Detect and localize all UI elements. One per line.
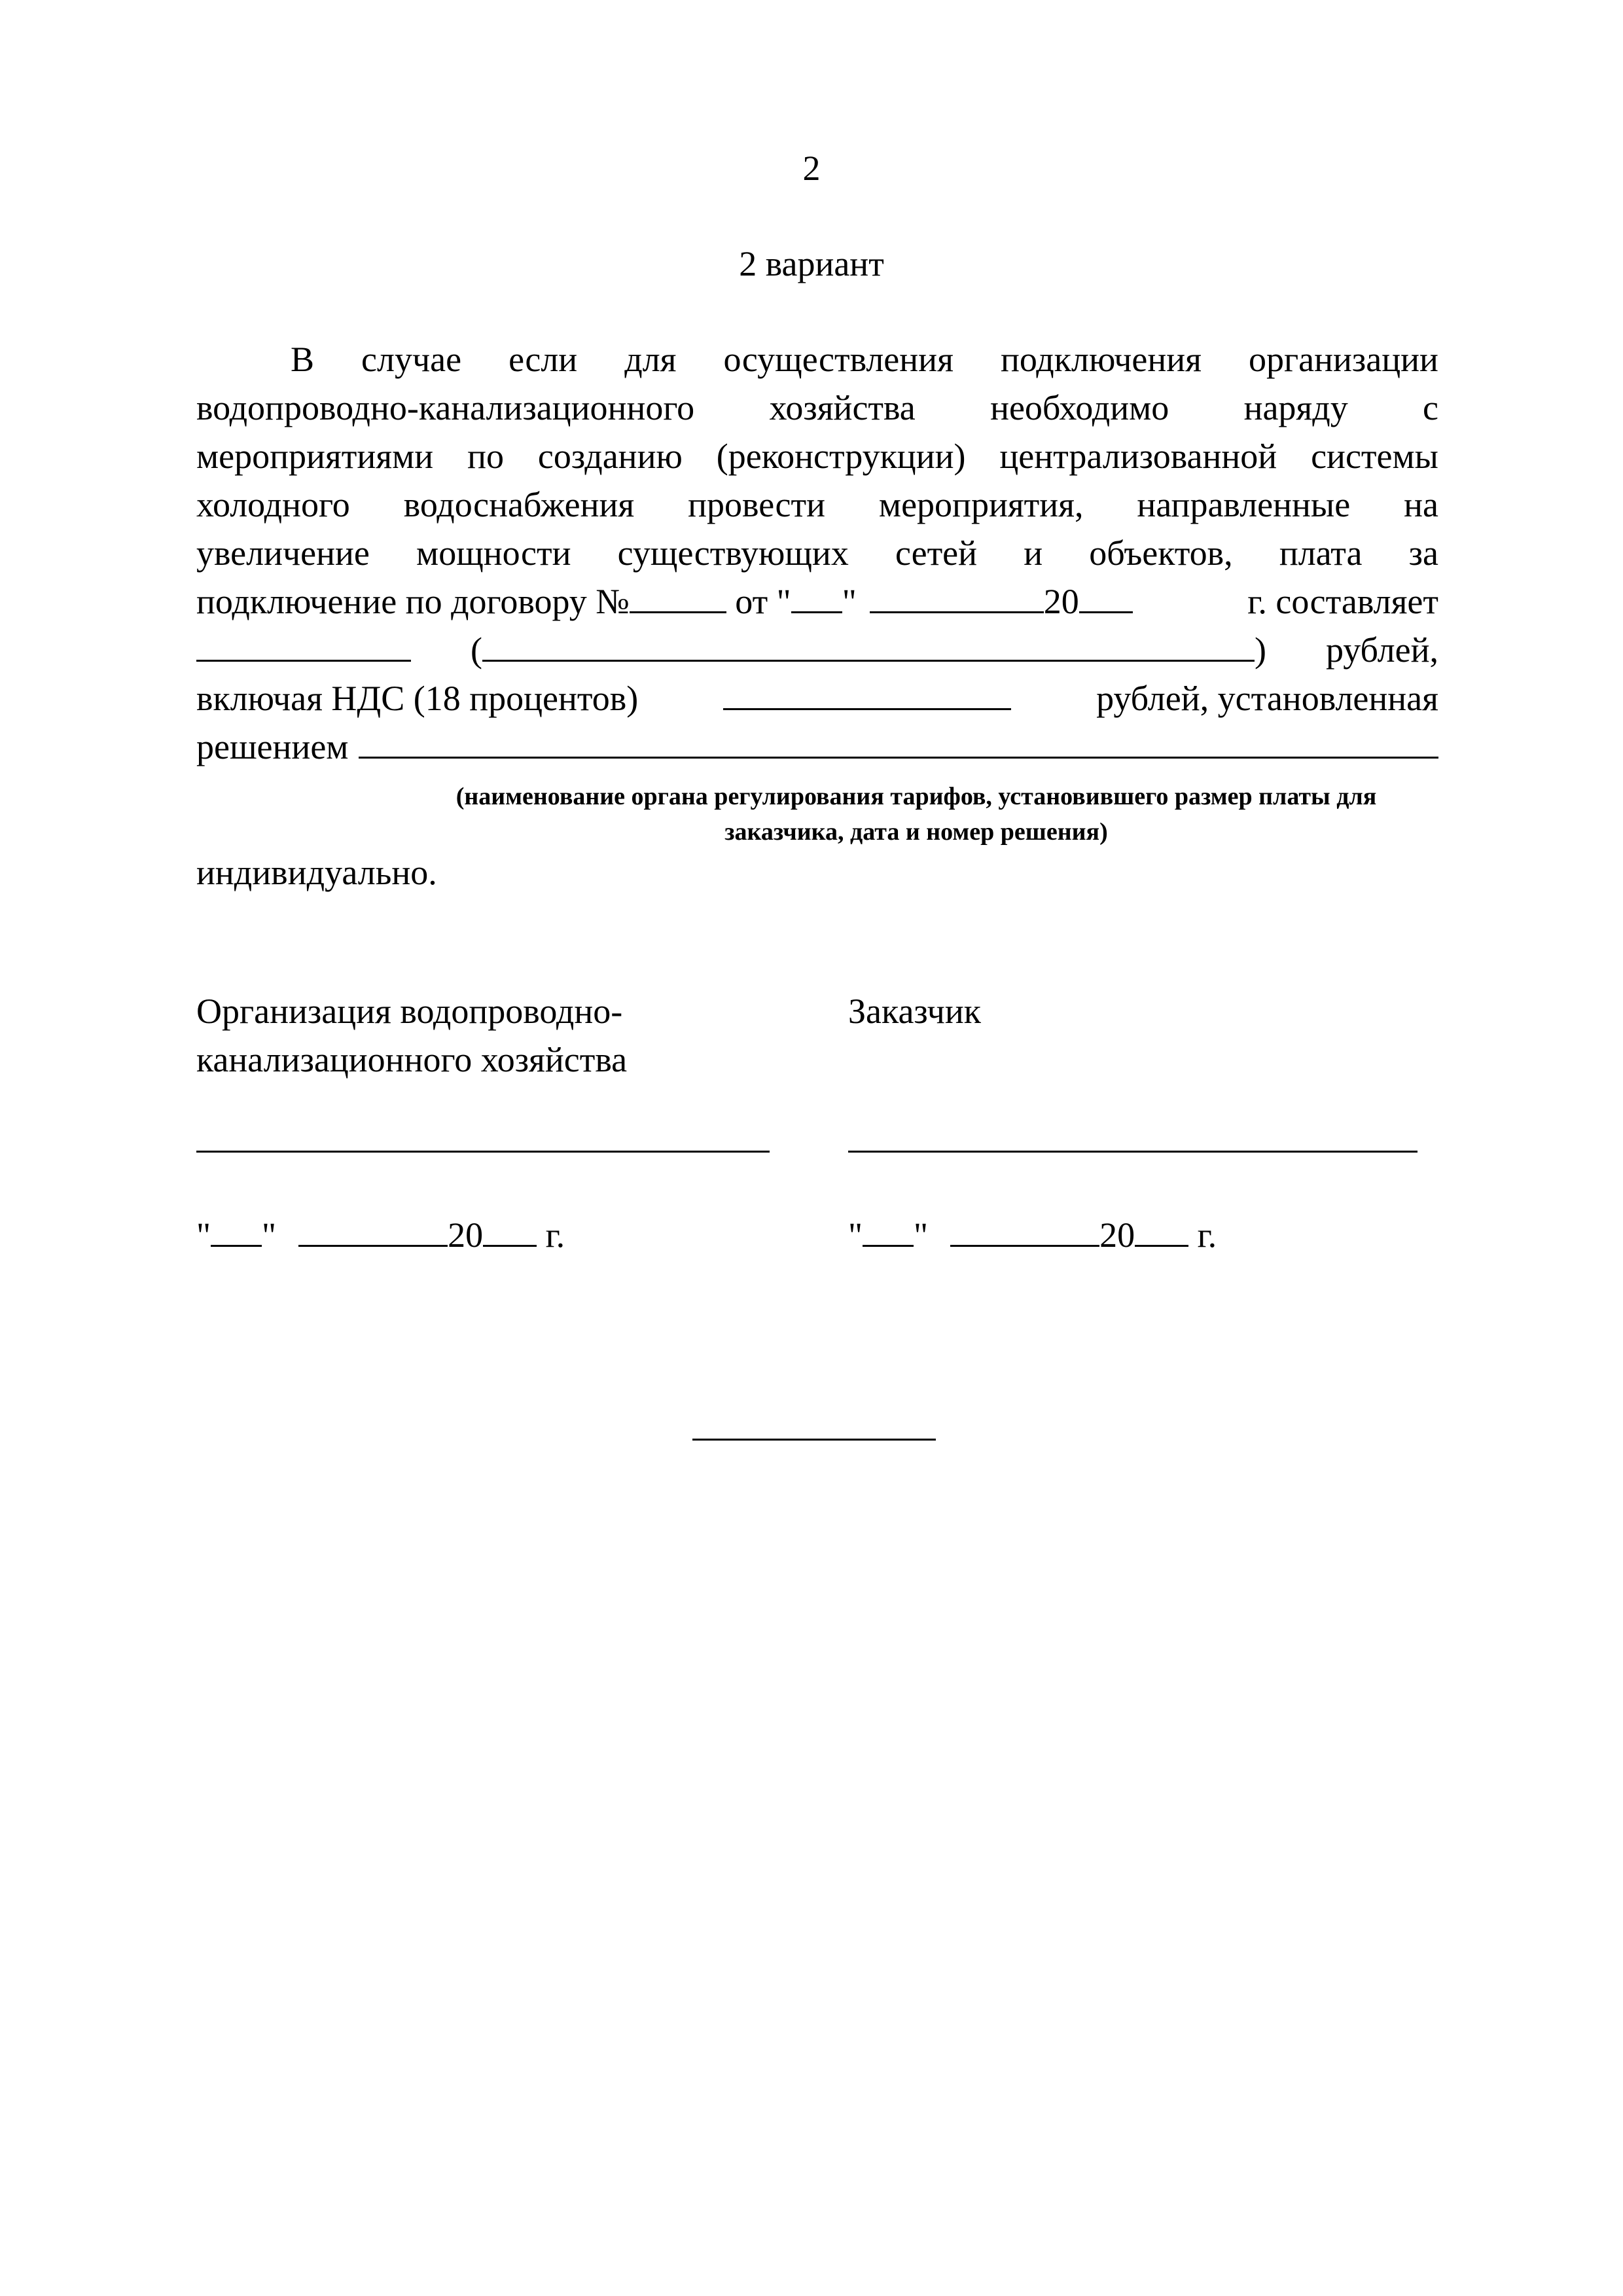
paragraph-line-1 (196, 335, 1438, 384)
text-segment: ) (1254, 630, 1266, 670)
year-blank[interactable] (483, 1212, 537, 1247)
word: объектов, (1089, 533, 1233, 573)
page-number: 2 (802, 149, 821, 188)
text-segment: г. составляет (1238, 582, 1438, 621)
text-segment: подключение по договору № (196, 582, 630, 621)
word: хозяйства (769, 388, 916, 427)
word: существующих (617, 533, 849, 573)
word: случае (361, 340, 462, 379)
word: направленные (1137, 485, 1351, 524)
text-segment: решением (196, 727, 349, 766)
year-suffix: г. (1188, 1215, 1217, 1255)
text-segment: 20 (1043, 582, 1079, 621)
month-blank[interactable] (870, 579, 1044, 613)
month-blank[interactable] (298, 1212, 448, 1247)
customer-signature-title: Заказчик (848, 992, 981, 1031)
quote-open: " (848, 1215, 863, 1255)
word: (реконструкции) (716, 437, 966, 476)
contract-number-group (196, 577, 1133, 626)
word: водоснабжения (403, 485, 635, 524)
paragraph-line-6 (196, 577, 1438, 626)
amount-words-blank[interactable] (482, 627, 1255, 662)
paragraph-line-7 (196, 626, 1438, 674)
quote-close: " (262, 1215, 277, 1255)
year-blank[interactable] (1079, 579, 1133, 613)
word: с (1423, 388, 1438, 427)
day-blank[interactable] (211, 1212, 262, 1247)
word: мощности (416, 533, 571, 573)
conclusion-text: индивидуально. (196, 853, 437, 892)
word: необходимо (990, 388, 1169, 427)
main-paragraph (196, 335, 1438, 771)
paragraph-line-4 (196, 480, 1438, 529)
word: сетей (895, 533, 978, 573)
word: провести (688, 485, 826, 524)
contract-number-blank[interactable] (630, 579, 726, 613)
organization-signature-line[interactable] (196, 1151, 770, 1153)
word: и (1024, 533, 1043, 573)
vat-blank[interactable] (723, 675, 1011, 710)
footnote (432, 779, 1400, 850)
organization-signature-title (196, 987, 627, 1084)
word: холодного (196, 485, 350, 524)
footnote-line-1: (наименование органа регулирования тарифов, установившего размер платы для (455, 783, 1377, 810)
year-prefix: 20 (1099, 1215, 1135, 1255)
paragraph-line-9 (196, 723, 1438, 771)
word: если (508, 340, 578, 379)
word: по (467, 437, 504, 476)
paragraph-line-5 (196, 529, 1438, 577)
word: на (1404, 485, 1438, 524)
decision-blank[interactable] (359, 724, 1438, 759)
text-segment: " (842, 582, 857, 621)
word: В (291, 340, 315, 379)
organization-title-line-1: Организация водопроводно- (196, 992, 623, 1031)
text-segment: рублей, установленная (1096, 679, 1438, 718)
year-blank[interactable] (1135, 1212, 1188, 1247)
day-blank[interactable] (791, 579, 842, 613)
word: за (1408, 533, 1438, 573)
month-blank[interactable] (950, 1212, 1099, 1247)
word: системы (1311, 437, 1438, 476)
word: организации (1249, 340, 1438, 379)
day-blank[interactable] (863, 1212, 914, 1247)
footnote-line-2: заказчика, дата и номер решения) (724, 818, 1108, 846)
text-segment: рублей, (1325, 630, 1438, 670)
word: централизованной (999, 437, 1277, 476)
word: для (624, 340, 677, 379)
text-segment: включая НДС (18 процентов) (196, 679, 639, 718)
paragraph-line-2 (196, 384, 1438, 432)
customer-date (848, 1211, 1217, 1259)
end-divider (692, 1439, 936, 1441)
amount-blank[interactable] (196, 627, 411, 662)
quote-open: " (196, 1215, 211, 1255)
text-segment: от " (726, 582, 791, 621)
year-suffix: г. (537, 1215, 565, 1255)
word: водопроводно-канализационного (196, 388, 695, 427)
word: плата (1279, 533, 1363, 573)
word: увеличение (196, 533, 370, 573)
year-prefix: 20 (448, 1215, 484, 1255)
text-segment: ( (471, 630, 482, 670)
paragraph-line-3 (196, 432, 1438, 480)
variant-title: 2 вариант (739, 244, 884, 283)
organization-title-line-2: канализационного хозяйства (196, 1040, 628, 1079)
word: наряду (1243, 388, 1348, 427)
word: созданию (537, 437, 683, 476)
organization-date (196, 1211, 565, 1259)
word: осуществления (723, 340, 954, 379)
paragraph-line-8 (196, 674, 1438, 723)
amount-words-group (471, 626, 1266, 674)
word: подключения (1000, 340, 1202, 379)
word: мероприятия, (878, 485, 1084, 524)
quote-close: " (914, 1215, 929, 1255)
customer-signature-line[interactable] (848, 1151, 1418, 1153)
word: мероприятиями (196, 437, 434, 476)
